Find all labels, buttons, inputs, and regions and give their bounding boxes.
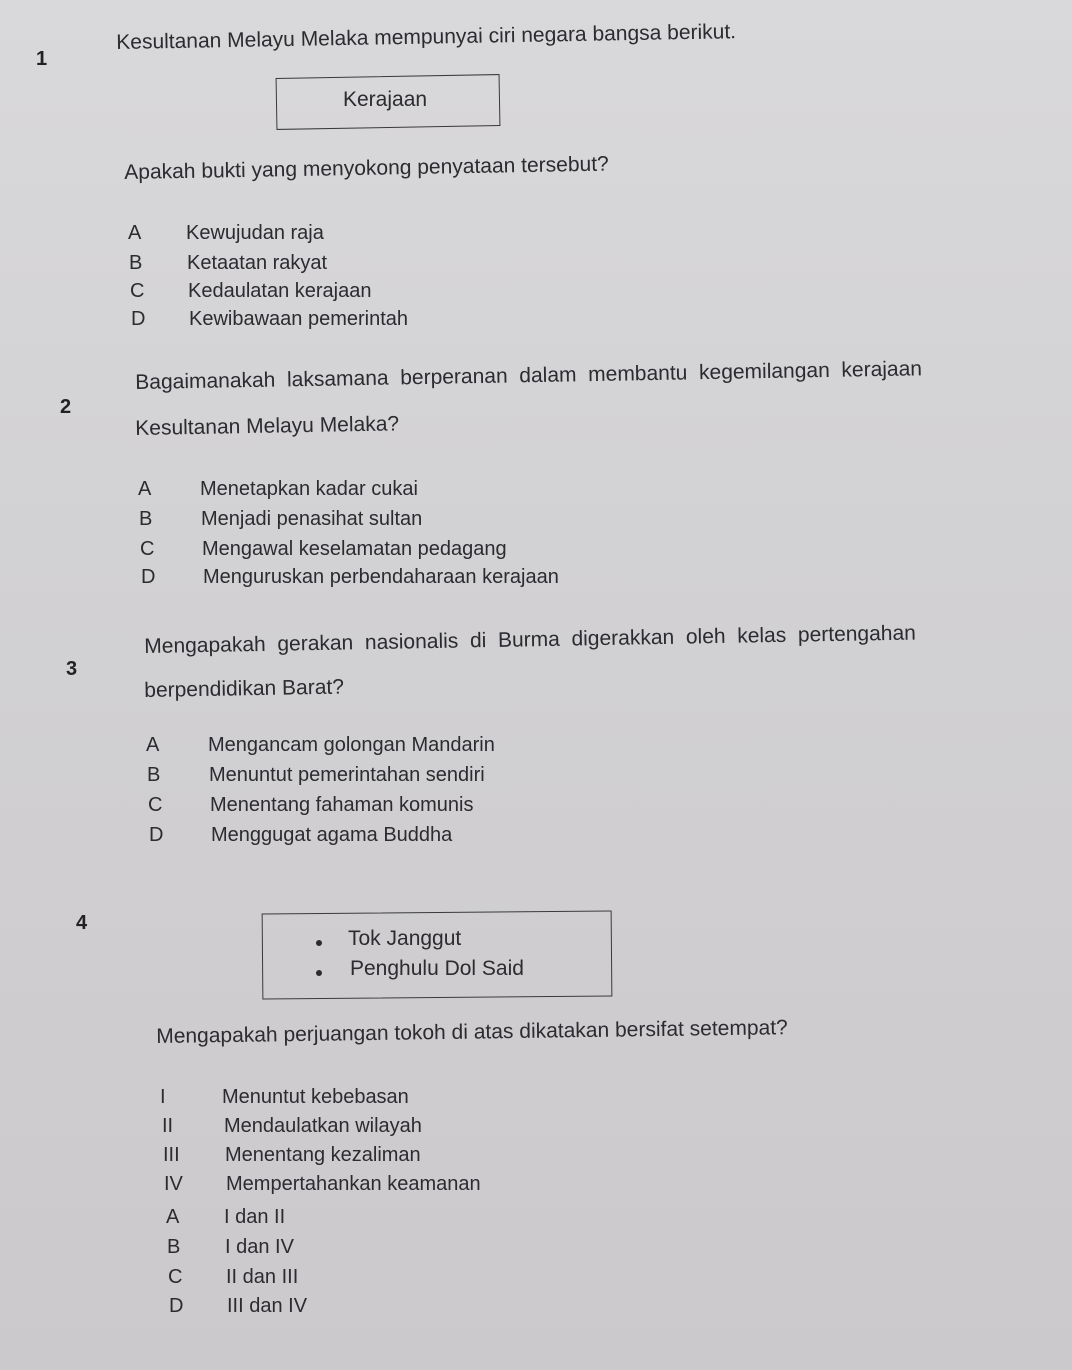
question-4-option-a <box>166 1206 285 1229</box>
question-1-option-a <box>128 222 324 245</box>
statement-numeral: IV <box>164 1173 183 1195</box>
statement-numeral: II <box>162 1115 174 1137</box>
option-text: Kewujudan raja <box>186 222 324 244</box>
option-text: I dan II <box>224 1206 286 1228</box>
option-text: II dan III <box>226 1266 299 1288</box>
statement-text: Menentang kezaliman <box>225 1144 421 1166</box>
option-letter: D <box>169 1295 184 1317</box>
option-letter: A <box>128 222 142 244</box>
question-2-stem-line2: Kesultanan Melayu Melaka? <box>135 412 400 440</box>
question-4-option-b <box>167 1236 294 1259</box>
option-letter: C <box>130 280 145 302</box>
question-4-number: 4 <box>76 912 88 934</box>
question-3-stem-line1: Mengapakah gerakan nasionalis di Burma digerakkan oleh kelas pertengahan <box>144 621 917 658</box>
option-text: Menuntut pemerintahan sendiri <box>209 764 485 786</box>
option-letter: C <box>148 794 163 816</box>
question-3-option-d <box>149 824 452 847</box>
bullet-icon <box>316 940 322 946</box>
question-4-statement-4 <box>164 1173 481 1196</box>
question-1-prompt: Apakah bukti yang menyokong penyataan tersebut? <box>124 152 609 184</box>
question-4-option-d <box>169 1295 307 1318</box>
question-3-option-b <box>147 764 485 787</box>
question-1-option-b <box>129 252 327 275</box>
question-4-statement-3 <box>163 1144 421 1167</box>
question-3-stem-line2: berpendidikan Barat? <box>144 675 345 702</box>
question-2-stem-line1: Bagaimanakah laksamana berperanan dalam membantu kegemilangan kerajaan <box>135 357 923 394</box>
option-text: Menggugat agama Buddha <box>211 824 453 846</box>
option-letter: D <box>131 308 146 330</box>
option-letter: D <box>149 824 164 846</box>
option-text: Mengancam golongan Mandarin <box>208 734 495 756</box>
question-1-box-text: Kerajaan <box>343 88 428 111</box>
option-text: Mengawal keselamatan pedagang <box>202 538 507 560</box>
question-2-option-d <box>141 566 559 589</box>
question-1-number: 1 <box>36 48 48 70</box>
bullet-icon <box>316 970 322 976</box>
option-letter: B <box>129 252 143 274</box>
statement-text: Mempertahankan keamanan <box>226 1173 481 1195</box>
statement-text: Mendaulatkan wilayah <box>224 1115 422 1137</box>
question-4-box <box>262 910 613 999</box>
option-letter: C <box>168 1266 183 1288</box>
option-letter: B <box>167 1236 181 1258</box>
question-1-stem: Kesultanan Melayu Melaka mempunyai ciri negara bangsa berikut. <box>116 20 737 54</box>
question-3-number: 3 <box>66 658 78 680</box>
option-letter: B <box>147 764 161 786</box>
statement-numeral: III <box>163 1144 180 1166</box>
question-4-box-item-2: Penghulu Dol Said <box>350 957 524 980</box>
question-3-option-c <box>148 794 474 817</box>
question-4-prompt: Mengapakah perjuangan tokoh di atas dikatakan bersifat setempat? <box>156 1016 788 1048</box>
question-1-option-c <box>130 280 371 303</box>
question-2-option-a <box>138 478 418 501</box>
question-4-option-c <box>168 1266 298 1289</box>
question-4-statement-2 <box>162 1115 422 1138</box>
option-letter: D <box>141 566 156 588</box>
option-text: Kedaulatan kerajaan <box>188 280 372 302</box>
statement-numeral: I <box>160 1086 166 1108</box>
question-3-option-a <box>146 734 495 757</box>
question-4-box-item-1: Tok Janggut <box>348 927 462 950</box>
question-2-option-b <box>139 508 422 531</box>
option-letter: B <box>139 508 153 530</box>
option-letter: A <box>166 1206 180 1228</box>
option-text: III dan IV <box>227 1295 308 1317</box>
option-text: Kewibawaan pemerintah <box>189 308 409 330</box>
question-4-statement-1 <box>160 1086 409 1109</box>
question-1-option-d <box>131 308 408 331</box>
option-letter: A <box>146 734 160 756</box>
statement-text: Menuntut kebebasan <box>222 1086 409 1108</box>
option-text: Menguruskan perbendaharaan kerajaan <box>203 566 559 588</box>
option-text: Menetapkan kadar cukai <box>200 478 418 500</box>
option-text: Menentang fahaman komunis <box>210 794 474 816</box>
option-letter: C <box>140 538 155 560</box>
question-2-option-c <box>140 538 507 561</box>
option-letter: A <box>138 478 152 500</box>
option-text: Menjadi penasihat sultan <box>201 508 423 530</box>
option-text: I dan IV <box>225 1236 294 1258</box>
option-text: Ketaatan rakyat <box>187 252 328 274</box>
question-2-number: 2 <box>60 396 72 418</box>
